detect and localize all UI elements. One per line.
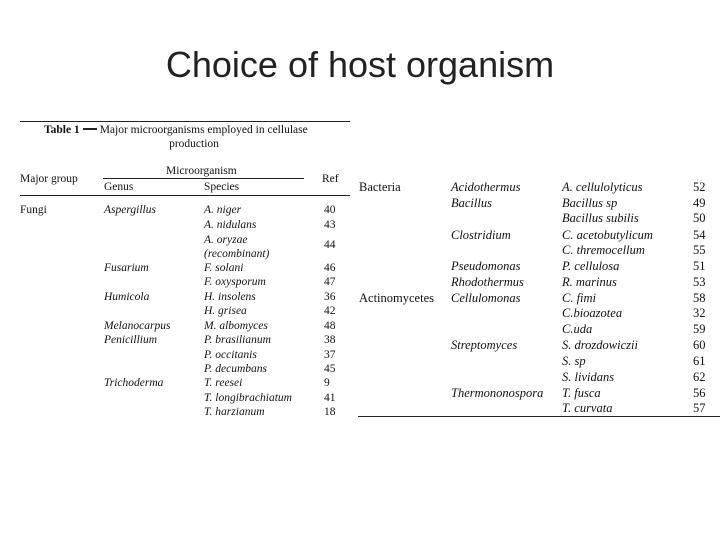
cell-species: T. curvata <box>562 401 613 415</box>
cell-species: H. grisea <box>204 305 247 317</box>
cell-ref: 60 <box>693 338 706 352</box>
cell-ref: 53 <box>693 275 706 289</box>
cell-species: C.bioazotea <box>562 306 623 320</box>
cell-species: T. fusca <box>562 386 601 400</box>
cell-genus: Humicola <box>104 291 150 303</box>
cell-ref: 50 <box>693 211 706 225</box>
cell-ref: 55 <box>693 243 706 257</box>
table-label: Table 1 <box>44 124 80 136</box>
cell-species: M. albomyces <box>204 320 268 332</box>
cell-major-group: Actinomycetes <box>359 291 434 305</box>
cell-ref: 47 <box>324 276 336 288</box>
cell-ref: 36 <box>324 291 336 303</box>
caption-dash <box>83 128 97 130</box>
table-caption <box>44 123 354 150</box>
cell-ref: 40 <box>324 204 336 216</box>
cell-species: P. brasilianum <box>204 334 271 346</box>
cell-ref: 62 <box>693 370 706 384</box>
cell-genus: Thermononospora <box>451 386 544 400</box>
cell-genus: Melanocarpus <box>104 320 171 332</box>
cell-genus: Aspergillus <box>104 204 156 216</box>
cell-major-group: Fungi <box>20 204 47 216</box>
cell-ref: 38 <box>324 334 336 346</box>
right-table-bottom-rule <box>358 416 720 417</box>
cell-species: C.uda <box>562 322 593 336</box>
slide-title: Choice of host organism <box>165 44 555 85</box>
cell-ref: 44 <box>324 239 336 251</box>
table-top-rule <box>20 121 350 122</box>
cell-ref: 32 <box>693 306 706 320</box>
cell-species: H. insolens <box>204 291 256 303</box>
cell-species: T. reesei <box>204 377 243 389</box>
cell-species: C. thremocellum <box>562 243 645 257</box>
header-major-group: Major group <box>20 173 78 185</box>
cell-major-group: Bacteria <box>359 180 401 194</box>
cell-species: A. oryzae <box>204 234 248 246</box>
cell-species: A. cellulolyticus <box>562 180 643 194</box>
cell-species: A. nidulans <box>204 219 257 231</box>
cell-species: C. fimi <box>562 291 597 305</box>
cell-species: P. decumbans <box>204 363 268 375</box>
cell-species: S. drozdowiczii <box>562 338 638 352</box>
header-species: Species <box>204 181 240 193</box>
header-genus: Genus <box>104 181 134 193</box>
cell-species: Bacillus subilis <box>562 211 639 225</box>
cell-genus: Pseudomonas <box>451 259 521 273</box>
cell-species: P. occitanis <box>204 349 257 361</box>
header-ref: Ref <box>322 173 339 185</box>
cell-species: T. harzianum <box>204 406 265 418</box>
cell-ref: 48 <box>324 320 336 332</box>
cell-ref: 42 <box>324 305 336 317</box>
cell-genus: Clostridium <box>451 228 511 242</box>
cell-ref: 56 <box>693 386 706 400</box>
cell-ref: 9 <box>324 377 330 389</box>
cell-ref: 59 <box>693 322 706 336</box>
cell-ref: 57 <box>693 401 706 415</box>
cell-species: Bacillus sp <box>562 196 618 210</box>
cell-ref: 54 <box>693 228 706 242</box>
cell-ref: 51 <box>693 259 706 273</box>
cell-species: S. sp <box>562 354 586 368</box>
cell-species: C. acetobutylicum <box>562 228 653 242</box>
cell-species: F. oxysporum <box>204 276 266 288</box>
table-caption-text: Major microorganisms employed in cellulase <box>99 124 308 136</box>
header-microorganism: Microorganism <box>166 165 237 177</box>
cell-genus: Penicillium <box>104 334 158 346</box>
cell-genus: Bacillus <box>451 196 492 210</box>
microorganism-rule <box>103 178 304 179</box>
table-caption-line2: production <box>169 138 219 150</box>
cell-ref: 49 <box>693 196 706 210</box>
header-bottom-rule <box>20 195 350 196</box>
cell-species: R. marinus <box>562 275 617 289</box>
cell-ref: 41 <box>324 392 336 404</box>
cell-species: T. longibrachiatum <box>204 392 292 404</box>
cell-genus: Rhodothermus <box>451 275 524 289</box>
cell-ref: 61 <box>693 354 706 368</box>
cell-species: P. cellulosa <box>562 259 620 273</box>
cell-species: S. lividans <box>562 370 615 384</box>
cell-ref: 45 <box>324 363 336 375</box>
cell-ref: 46 <box>324 262 336 274</box>
cell-ref: 58 <box>693 291 706 305</box>
cell-ref: 52 <box>693 180 706 194</box>
cell-genus: Streptomyces <box>451 338 518 352</box>
cell-species: (recombinant) <box>204 248 270 260</box>
cell-ref: 43 <box>324 219 336 231</box>
cell-genus: Trichoderma <box>104 377 164 389</box>
cell-ref: 37 <box>324 349 336 361</box>
cell-species: A. niger <box>204 204 242 216</box>
cell-ref: 18 <box>324 406 336 418</box>
cell-genus: Acidothermus <box>451 180 521 194</box>
cell-species: F. solani <box>204 262 244 274</box>
cell-genus: Cellulomonas <box>451 291 521 305</box>
cell-genus: Fusarium <box>104 262 149 274</box>
